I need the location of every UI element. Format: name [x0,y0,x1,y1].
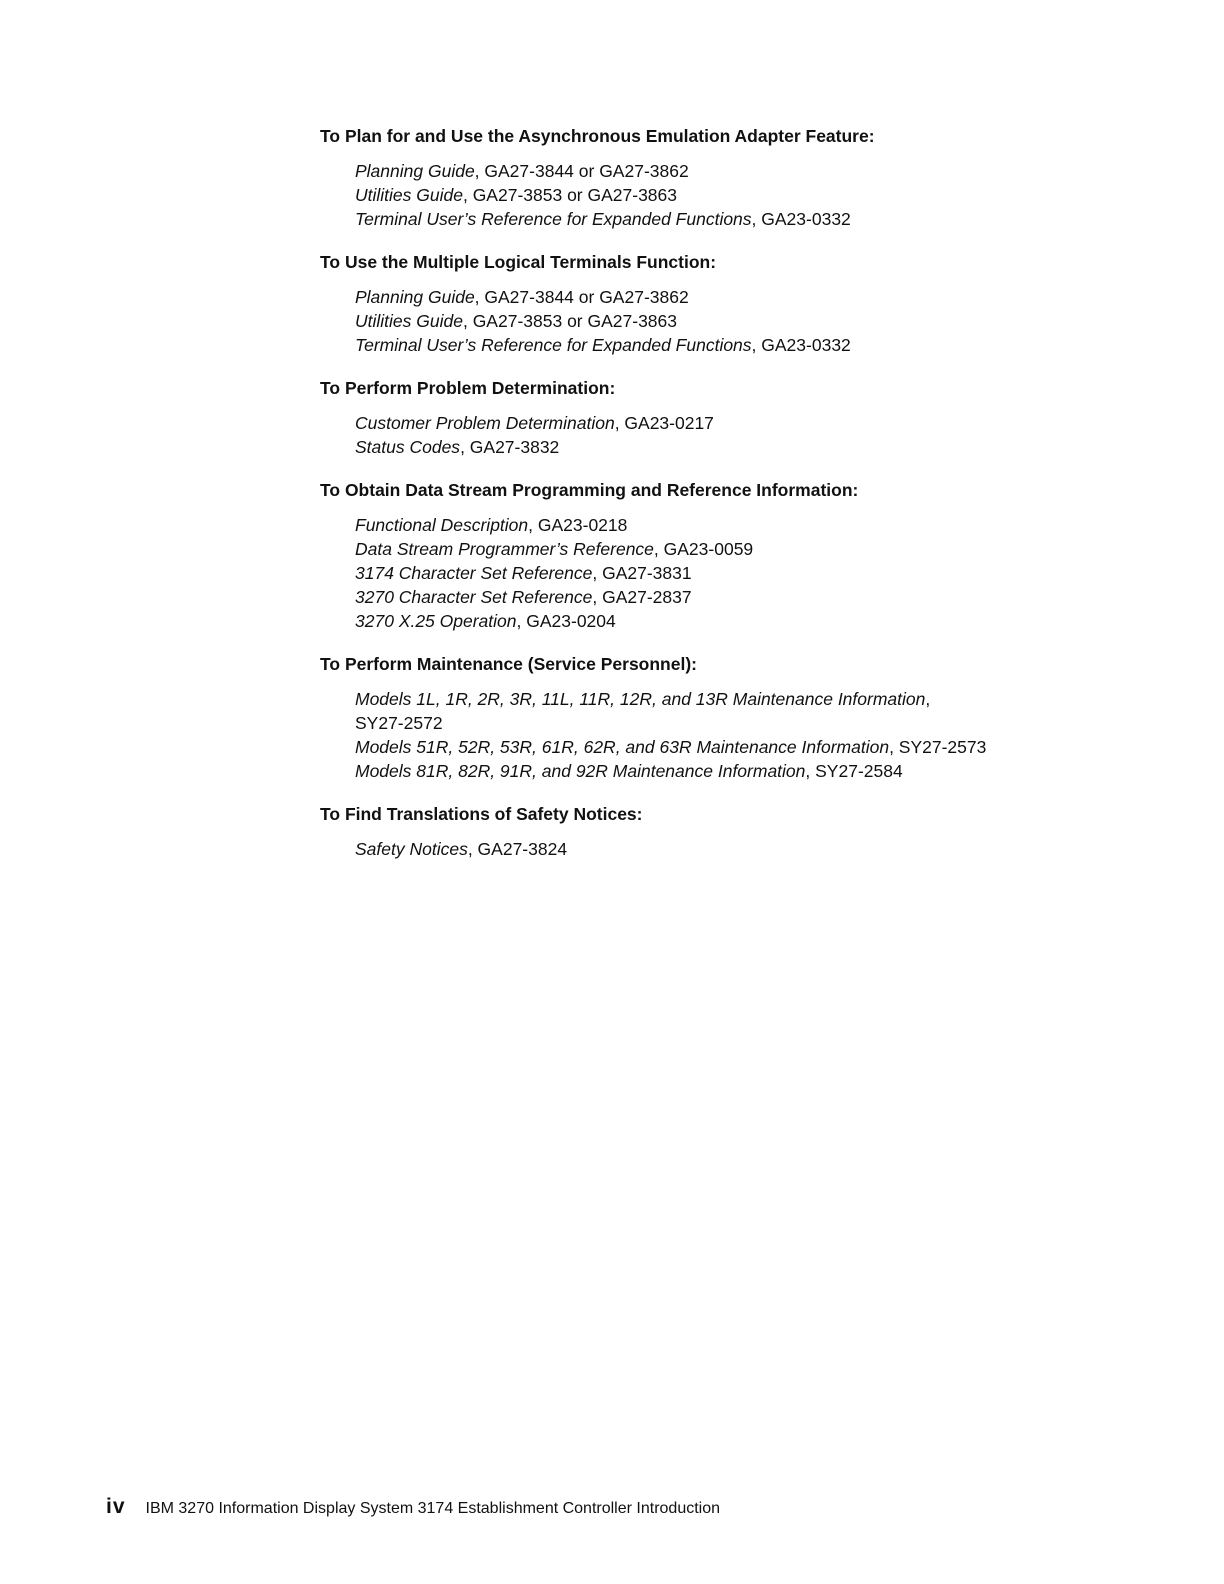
reference-title: Models 1L, 1R, 2R, 3R, 11L, 11R, 12R, and 13R Maintenance Information [355,689,926,709]
reference-item [355,435,1180,459]
reference-number: , GA23-0217 [614,413,714,433]
reference-title: Planning Guide [355,287,475,307]
reference-item-continuation [355,711,1180,735]
reference-title: 3174 Character Set Reference [355,563,593,583]
reference-list [355,159,1180,231]
reference-item [355,333,1180,357]
reference-number: , GA23-0059 [653,539,754,559]
page-footer [106,1495,720,1521]
section-data-stream-programming [320,478,1180,633]
reference-list [355,837,1180,861]
reference-title: Utilities Guide [355,311,463,331]
page-number: iv [106,1495,126,1518]
reference-item [355,561,1180,585]
reference-title: Terminal User’s Reference for Expanded Functions [355,335,752,355]
reference-number: , SY27-2584 [805,761,903,781]
reference-item [355,837,1180,861]
reference-title: Data Stream Programmer’s Reference [355,539,654,559]
reference-item [355,309,1180,333]
reference-number: , GA27-3832 [460,437,560,457]
section-heading: To Use the Multiple Logical Terminals Function: [320,252,717,272]
reference-item [355,411,1180,435]
reference-item [355,285,1180,309]
publication-list [320,124,1180,880]
reference-number: , GA27-3853 or GA27-3863 [462,311,677,331]
reference-list [355,513,1180,633]
reference-list [355,285,1180,357]
reference-item [355,513,1180,537]
reference-item [355,687,1180,711]
reference-number: , GA27-3844 or GA27-3862 [474,287,689,307]
reference-number: SY27-2572 [355,713,443,733]
reference-title: Terminal User’s Reference for Expanded Functions [355,209,752,229]
reference-item [355,609,1180,633]
reference-item [355,759,1180,783]
section-multiple-logical-terminals [320,250,1180,357]
section-async-emulation [320,124,1180,231]
reference-item [355,183,1180,207]
running-title: IBM 3270 Information Display System 3174 Establishment Controller Introduction [145,1500,721,1517]
reference-number: , GA23-0332 [751,209,851,229]
section-heading: To Find Translations of Safety Notices: [320,804,643,824]
reference-number: , GA27-3853 or GA27-3863 [462,185,677,205]
reference-list [355,411,1180,459]
reference-number: , SY27-2573 [889,737,987,757]
reference-title: Models 51R, 52R, 53R, 61R, 62R, and 63R Maintenance Information [355,737,890,757]
reference-item [355,585,1180,609]
reference-title: 3270 X.25 Operation [355,611,517,631]
reference-item [355,207,1180,231]
section-heading: To Perform Problem Determination: [320,378,616,398]
reference-title: Safety Notices [355,839,468,859]
reference-number: , GA27-3824 [467,839,568,859]
reference-list [355,687,1180,783]
reference-title: Planning Guide [355,161,475,181]
reference-number: , [925,689,931,709]
section-heading: To Plan for and Use the Asynchronous Emulation Adapter Feature: [320,126,875,146]
reference-number: , GA23-0204 [516,611,616,631]
reference-title: 3270 Character Set Reference [355,587,593,607]
reference-title: Status Codes [355,437,461,457]
section-problem-determination [320,376,1180,459]
reference-title: Functional Description [355,515,529,535]
reference-item [355,537,1180,561]
reference-number: , GA27-3844 or GA27-3862 [474,161,689,181]
section-safety-notices [320,802,1180,861]
section-heading: To Obtain Data Stream Programming and Reference Information: [320,480,859,500]
reference-item [355,735,1180,759]
reference-number: , GA27-3831 [592,563,692,583]
reference-title: Utilities Guide [355,185,463,205]
reference-number: , GA23-0332 [751,335,851,355]
reference-title: Customer Problem Determination [355,413,615,433]
reference-title: Models 81R, 82R, 91R, and 92R Maintenance Information [355,761,806,781]
section-heading: To Perform Maintenance (Service Personnel): [320,654,698,674]
reference-number: , GA23-0218 [528,515,628,535]
reference-number: , GA27-2837 [592,587,692,607]
reference-item [355,159,1180,183]
section-maintenance [320,652,1180,783]
